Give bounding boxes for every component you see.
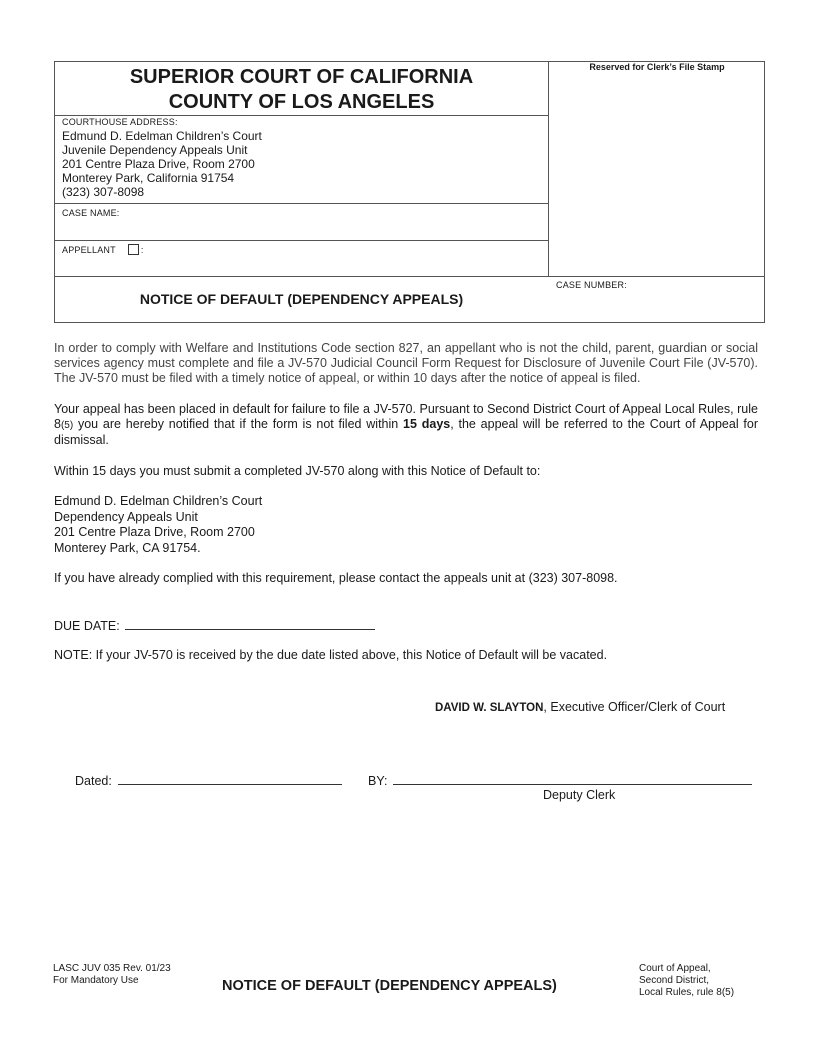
case-number-label: CASE NUMBER:: [556, 280, 627, 290]
case-name-label: CASE NAME:: [62, 208, 120, 218]
footer-rule-reference: [639, 963, 734, 999]
form-id: LASC JUV 035 Rev. 01/23: [53, 963, 171, 974]
paragraph-submit-instructions: Within 15 days you must submit a completed JV-570 along with this Notice of Default to:: [54, 464, 541, 478]
court-title: [55, 65, 548, 115]
clerk-stamp-label: Reserved for Clerk’s File Stamp: [589, 62, 725, 72]
deputy-clerk-label: Deputy Clerk: [543, 788, 616, 802]
divider: [55, 276, 764, 277]
officer-name: DAVID W. SLAYTON: [435, 702, 544, 714]
submit-address: [54, 494, 262, 556]
caption-divider-vertical: [548, 62, 549, 277]
mandatory-use: For Mandatory Use: [53, 975, 139, 986]
address-line: Monterey Park, California 91754: [62, 171, 235, 185]
court-title-line1: SUPERIOR COURT OF CALIFORNIA: [129, 66, 474, 88]
address-line: Juvenile Dependency Appeals Unit: [62, 143, 248, 157]
address-line: Monterey Park, CA 91754.: [54, 540, 201, 555]
by-row: [368, 772, 752, 788]
address-line: 201 Centre Plaza Drive, Room 2700: [62, 157, 255, 171]
dated-label: Dated:: [75, 774, 112, 788]
appellant-row: [62, 244, 144, 255]
officer-title: , Executive Officer/Clerk of Court: [543, 700, 726, 714]
form-id-block: [53, 963, 171, 987]
court-title-line2: COUNTY OF LOS ANGELES: [168, 91, 435, 113]
dated-row: [75, 772, 342, 788]
divider: [55, 240, 548, 241]
by-label: BY:: [368, 774, 388, 788]
rule-line: Court of Appeal,: [639, 963, 711, 974]
rule-line: Local Rules, rule 8(5): [639, 987, 735, 998]
note-vacated: NOTE: If your JV-570 is received by the due date listed above, this Notice of Default will be vacated.: [54, 648, 608, 662]
dated-field[interactable]: [118, 772, 342, 785]
divider: [55, 203, 548, 204]
para2-text: , the appeal will be referred to the Court of Appeal for dismissal.: [54, 417, 758, 448]
caption-box: [54, 61, 765, 323]
paragraph-jv570-requirement: In order to comply with Welfare and Institutions Code section 827, an appellant who is not the child, parent, guardian or social services agency must complete and file a JV-570 Judicial Council Form Request for Disclosure of Juvenile Court File (JV-570). The JV-570 must be filed with a timely notice of appeal, or within 10 days after the notice of appeal is filed.: [54, 341, 758, 386]
due-date-field[interactable]: [125, 617, 375, 630]
deadline-emphasis: 15 days: [403, 417, 451, 432]
due-date-label: DUE DATE:: [54, 619, 120, 633]
appellant-colon: :: [140, 244, 144, 255]
courthouse-address-label: COURTHOUSE ADDRESS:: [62, 117, 178, 127]
address-line: Edmund D. Edelman Children’s Court: [54, 494, 263, 508]
address-line: Edmund D. Edelman Children’s Court: [62, 129, 262, 143]
address-line: Dependency Appeals Unit: [54, 509, 198, 524]
address-line: 201 Centre Plaza Drive, Room 2700: [54, 525, 255, 539]
officer-signature-line: [435, 700, 725, 714]
courthouse-address: [62, 116, 262, 199]
due-date-row: [54, 617, 375, 633]
address-line: (323) 307-8098: [62, 185, 145, 199]
para2-text: you are hereby notified that if the form is not filed within: [73, 417, 404, 432]
para2-text: Your appeal has been placed in default for failure to file a JV-570. Pursuant to Second District Court of Appeal Local Rules, rule 8: [54, 402, 758, 432]
appellant-checkbox[interactable]: [128, 244, 139, 255]
deputy-signature-field[interactable]: [393, 772, 752, 785]
paragraph-default-notice: [54, 402, 758, 449]
rule-line: Second District,: [639, 975, 710, 986]
notice-title: NOTICE OF DEFAULT (DEPENDENCY APPEALS): [139, 291, 464, 307]
appellant-label: APPELLANT: [62, 244, 116, 255]
paragraph-contact: If you have already complied with this requirement, please contact the appeals unit at (323) 307-8098.: [54, 571, 618, 585]
footer-title: NOTICE OF DEFAULT (DEPENDENCY APPEALS): [222, 978, 557, 994]
rule-subscript: (5): [60, 420, 74, 432]
